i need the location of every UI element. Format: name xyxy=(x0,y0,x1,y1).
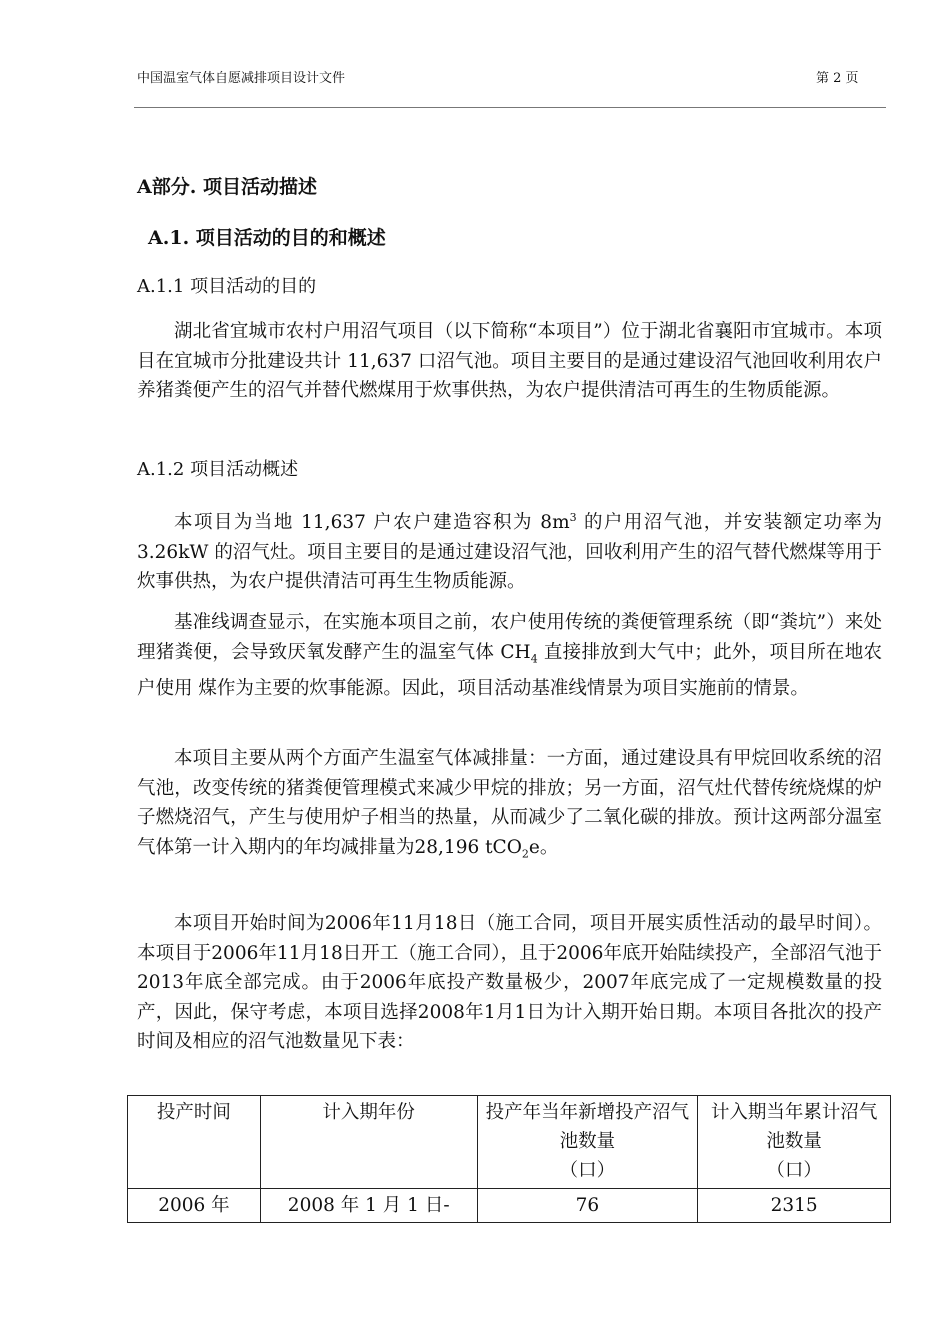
paragraph-overview-text-b: 的户用沼气池，并安装额定功率为 3.26kW 的沼气灶。项目主要目的是通过建设沼气池，回收利用产生的沼气替代燃煤等用于炊事供热，为农户提供清洁可再生生物质能源。 xyxy=(137,512,882,593)
paragraph-reduction-text-a: 本项目主要从两个方面产生温室气体减排量：一方面，通过建设具有甲烷回收系统的沼气池，改变传统的猪粪便管理模式来减少甲烷的排放；另一方面，沼气灶代替传统烧煤的炉子燃烧沼气，产生与使用炉子相当的热量，从而减少了二氧化碳的排放。预计这两部分温室气体第一计入期内的年均减排量为28,196 tCO xyxy=(137,748,882,858)
cell-new: 76 xyxy=(477,1189,698,1223)
paragraph-baseline xyxy=(137,608,882,703)
paragraph-reduction xyxy=(137,744,882,869)
cell-time: 2006 年 xyxy=(128,1189,261,1223)
subscript-4: 4 xyxy=(530,652,538,666)
header-new-digesters xyxy=(477,1096,698,1189)
header-cumulative-digesters-unit: （口） xyxy=(766,1160,822,1181)
table-row xyxy=(128,1189,891,1223)
header-new-digesters-unit: （口） xyxy=(559,1160,616,1181)
paragraph-baseline-text-a: 基准线调查显示，在实施本项目之前，农户使用传统的粪便管理系统（即“粪坑”）来处理猪粪便，会导致厌氧发酵产生的温室气体 CH xyxy=(137,612,882,663)
cell-total: 2315 xyxy=(698,1189,891,1223)
header-new-digesters-label: 投产年当年新增投产沼气池数量 xyxy=(485,1102,690,1152)
paragraph-baseline-text-b: 直接排放到大气中；此外，项目所在地农户使用 煤作为主要的炊事能源。因此，项目活动基准线情景为项目实施前的情景。 xyxy=(137,641,883,699)
paragraph-reduction-text-b: e。 xyxy=(528,836,559,858)
commissioning-table xyxy=(127,1095,891,1223)
subsection-purpose-heading: A.1.1 项目活动的目的 xyxy=(137,276,317,297)
page-number: 第 2 页 xyxy=(816,71,859,86)
paragraph-timeline: 本项目开始时间为2006年11月18日（施工合同，项目开展实质性活动的最早时间）。本项目于2006年11月18日开工（施工合同），且于2006年底开始陆续投产，全部沼气池于2013年底全部完成。由于2006年底投产数量极少，2007年底完成了一定规模数量的投产，因此，保守考虑，本项目选择2008年1月1日为计入期开始日期。本项目各批次的投产时间及相应的沼气池数量见下表： xyxy=(137,913,882,1052)
header-commission-time: 投产时间 xyxy=(128,1096,261,1189)
paragraph-overview-text-a: 本项目为当地 11,637 户农户建造容积为 8m xyxy=(174,512,570,534)
table-header-row xyxy=(128,1096,891,1189)
paragraph-overview xyxy=(137,503,882,597)
header-cumulative-digesters xyxy=(698,1096,891,1189)
section-heading: A部分. 项目活动描述 xyxy=(137,176,317,198)
subsection-heading: A.1. 项目活动的目的和概述 xyxy=(148,227,386,249)
paragraph-purpose: 湖北省宜城市农村户用沼气项目（以下简称“本项目”）位于湖北省襄阳市宜城市。本项目在宜城市分批建设共计 11,637 口沼气池。项目主要目的是通过建设沼气池回收利用农户养猪粪便产生的沼气并替代燃煤用于炊事供热，为农户提供清洁可再生的生物质能源。 xyxy=(137,321,882,401)
subscript-2: 2 xyxy=(521,847,529,861)
cell-period: 2008 年 1 月 1 日- xyxy=(260,1189,477,1223)
header-title: 中国温室气体自愿减排项目设计文件 xyxy=(137,71,346,86)
subsection-overview-heading: A.1.2 项目活动概述 xyxy=(137,459,299,480)
header-crediting-year: 计入期年份 xyxy=(260,1096,477,1189)
header-divider xyxy=(134,107,886,108)
header-cumulative-digesters-label: 计入期当年累计沼气池数量 xyxy=(710,1102,878,1152)
superscript-3: 3 xyxy=(569,511,577,524)
